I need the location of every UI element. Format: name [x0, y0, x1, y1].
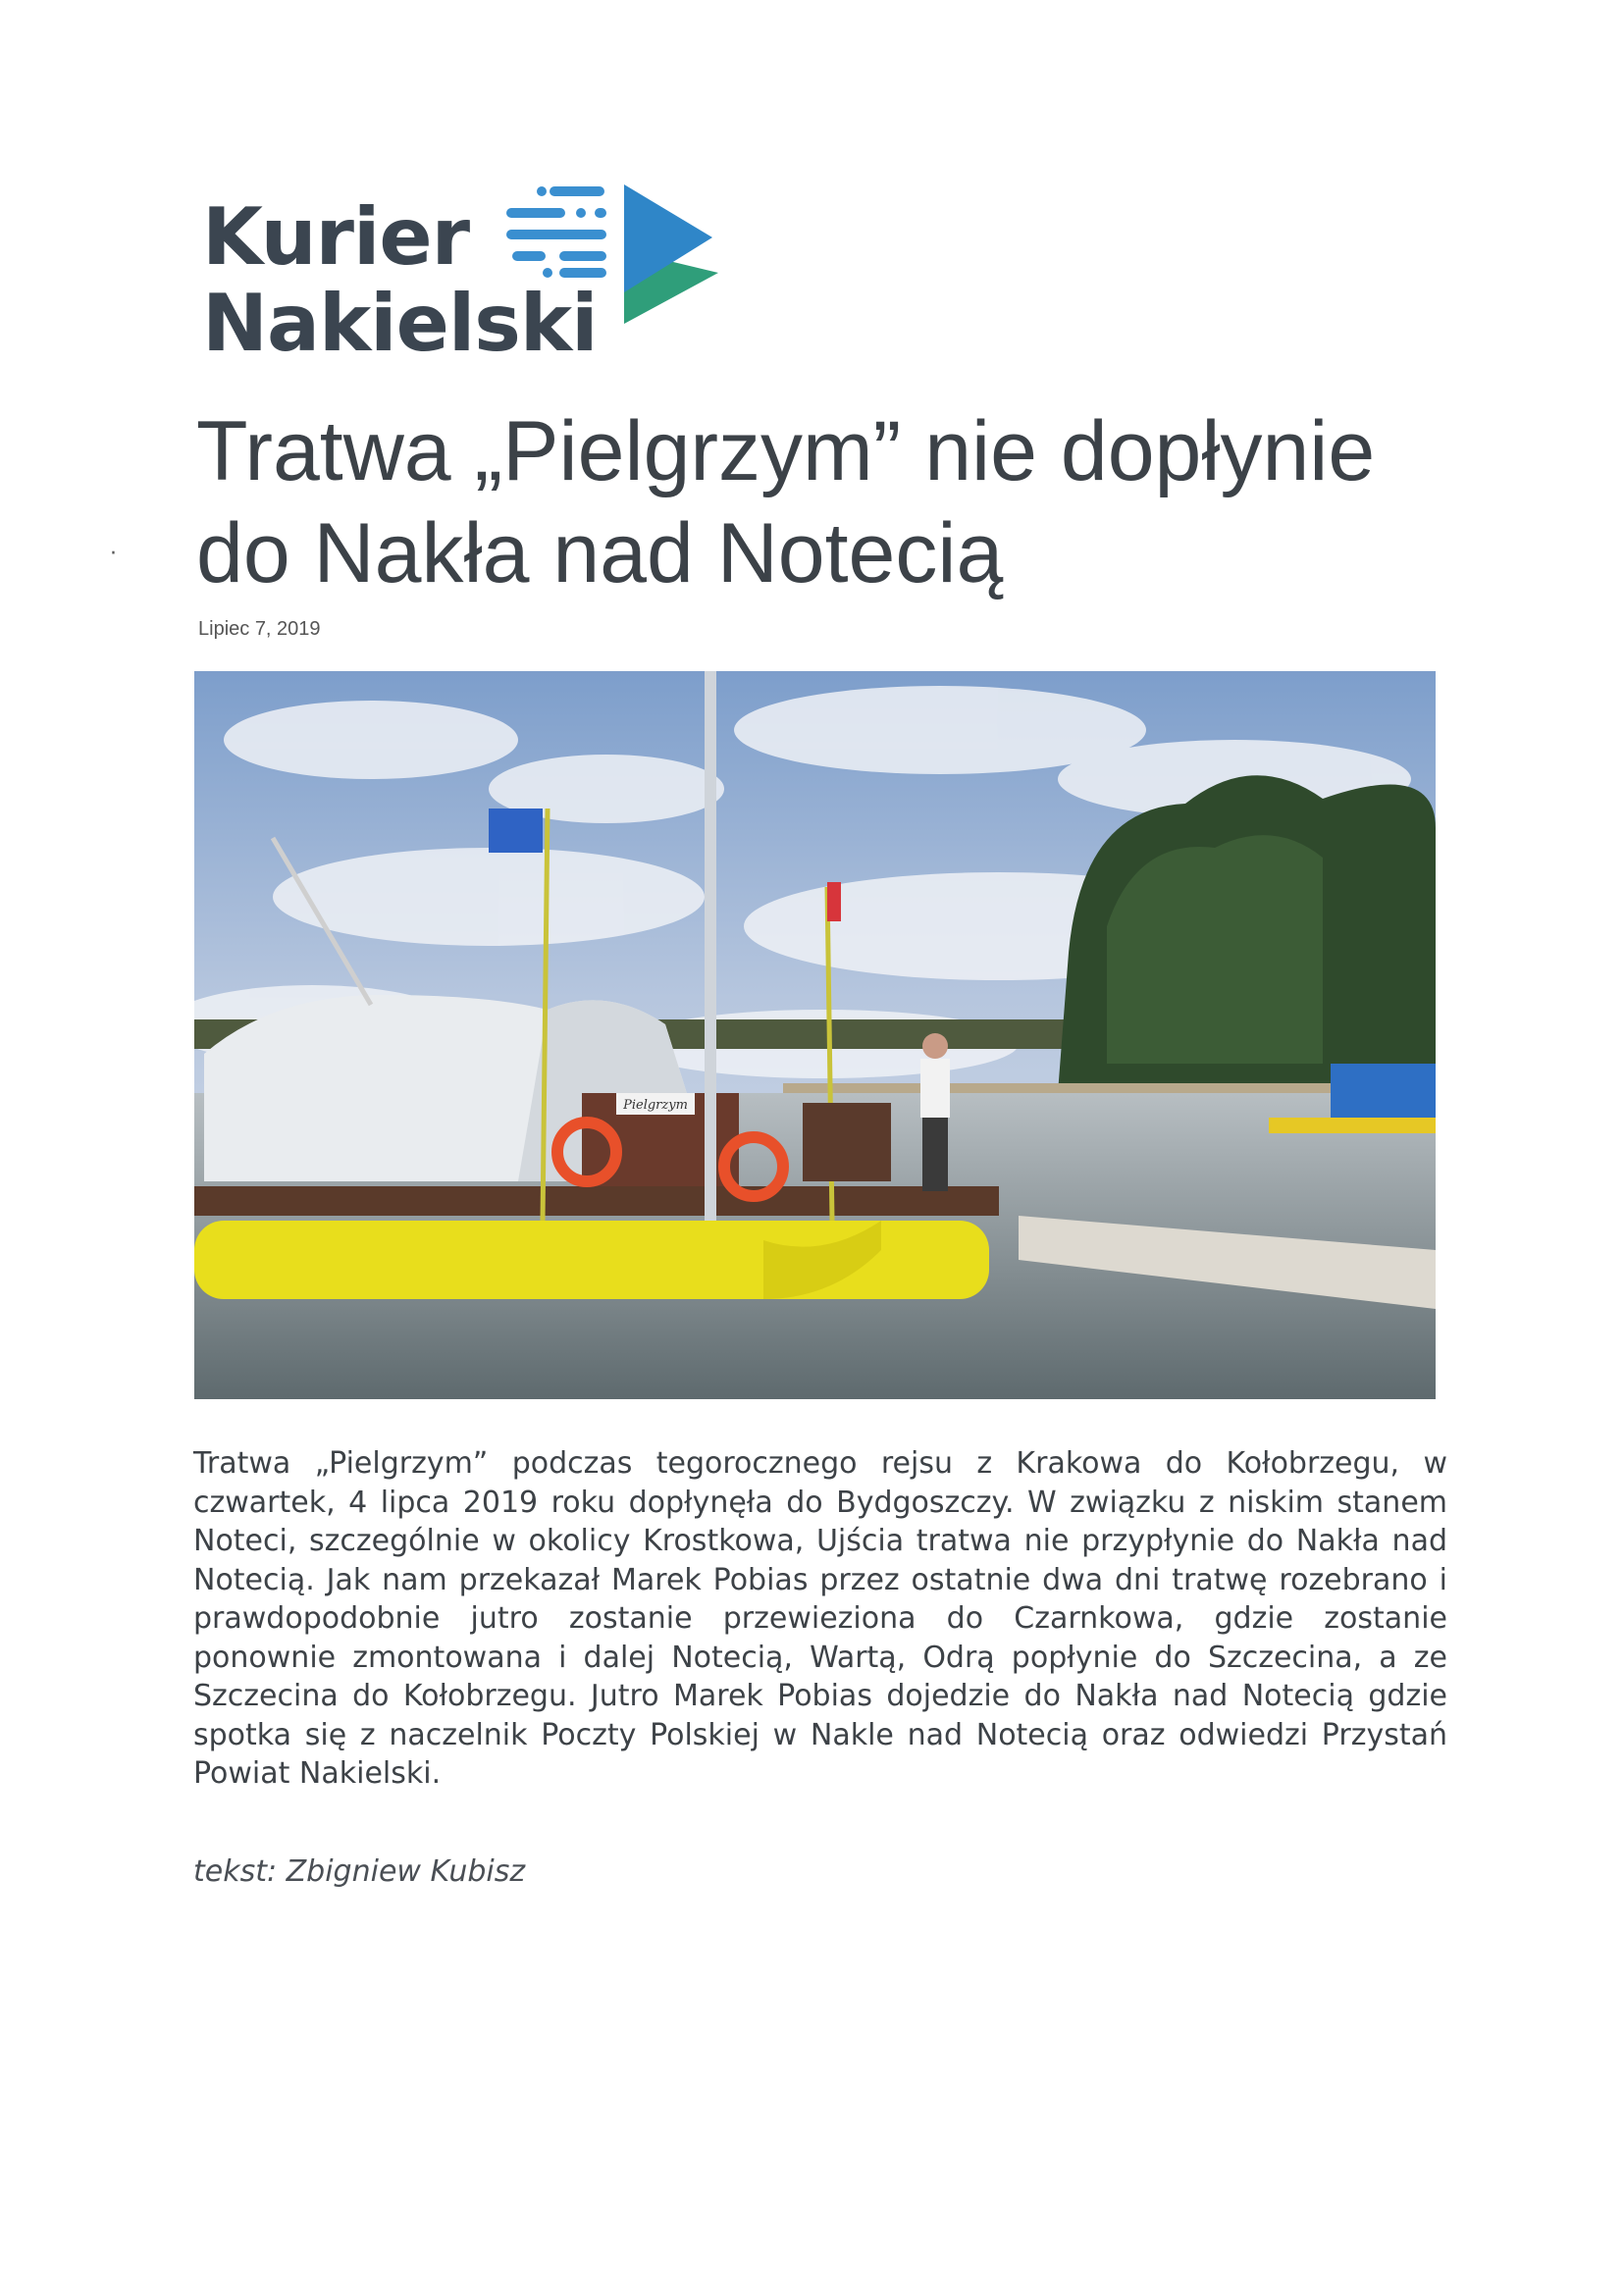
- article-title: Tratwa „Pielgrzym” nie dopłynie do Nakła nad Notecią: [196, 404, 1376, 600]
- article-byline: tekst: Zbigniew Kubisz: [193, 1854, 526, 1889]
- article-body: Tratwa „Pielgrzym” podczas tegorocznego rejsu z Krakowa do Kołobrzegu, w czwartek, 4 lipca 2019 roku dopłynęła do Bydgoszczy. W związku z niskim stanem Noteci, szczególnie w okolicy Krostkowa, Ujścia tratwa nie przypłynie do Nakła nad Notecią. Jak nam przekazał Marek Pobias przez ostatnie dwa dni tratwę rozebrano i prawdopodobnie jutro zostanie przewieziona do Czarnkowa, gdzie zostanie ponownie zmontowana i dalej Notecią, Wartą, Odrą popłynie do Szczecina, a ze Szczecina do Kołobrzegu. Jutro Marek Pobias dojedzie do Nakła nad Notecią gdzie spotka się z naczelnik Poczty Polskiej w Nakle nad Notecią oraz odwiedzi Przystań Powiat Nakielski.: [193, 1446, 1447, 1791]
- raft-sign-text: Pielgrzym: [623, 1098, 688, 1113]
- logo-play-icon: [487, 177, 732, 334]
- logo-line-1: Kurier: [202, 191, 470, 283]
- article-photo: [194, 671, 1436, 1399]
- scan-speck: ·: [110, 542, 117, 566]
- site-logo[interactable]: [202, 177, 732, 373]
- article-date: Lipiec 7, 2019: [198, 618, 321, 640]
- logo-line-2: Nakielski: [202, 278, 598, 369]
